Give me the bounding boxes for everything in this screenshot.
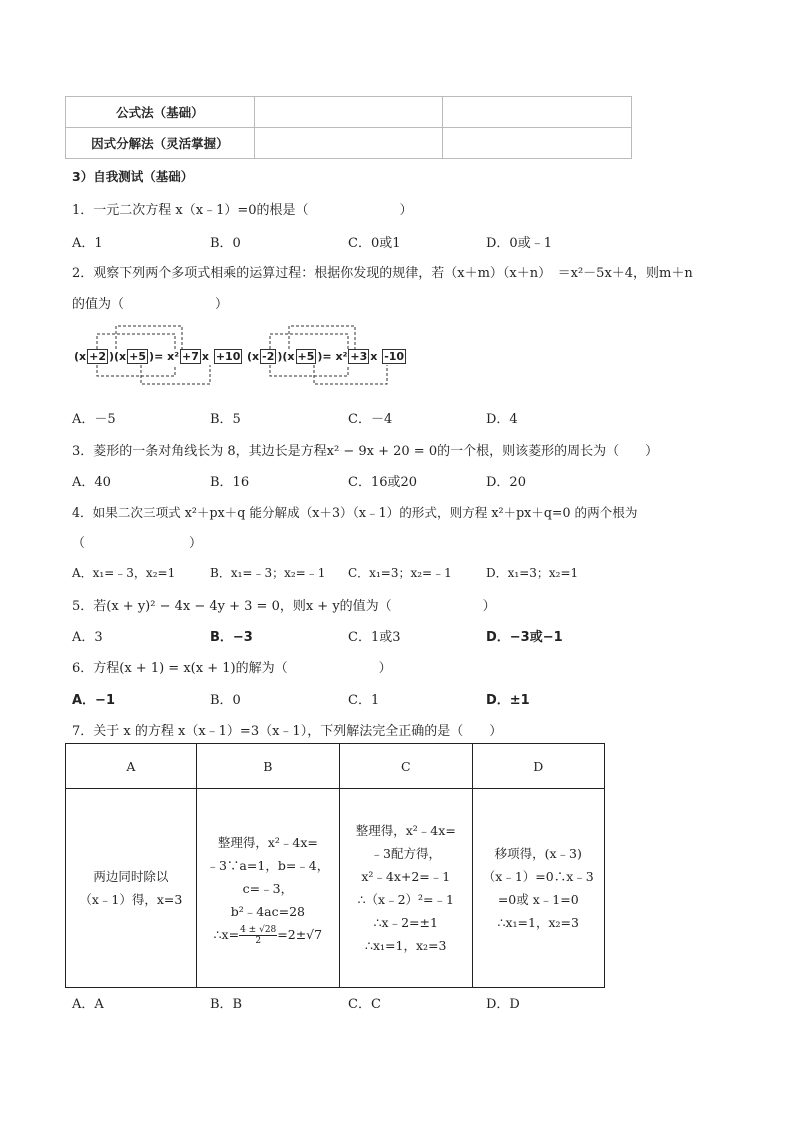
method-formula-label: 公式法（基础） [66,97,255,128]
cell-line: 两边同时除以 [93,869,169,884]
q7-option-b[interactable]: B．B [210,997,243,1012]
q5-option-c[interactable]: C．1或3 [348,630,401,645]
q5-option-d[interactable]: D．−3或−1 [486,630,563,645]
cell-line: ﹣3∵a=1，b=﹣4， [206,857,330,873]
q7-solutions-table [65,743,605,988]
fraction-result: =2±√7 [277,926,323,942]
fraction [239,925,277,946]
header-cell-d: D [472,744,605,789]
q4-option-d[interactable]: D．x₁=3；x₂=1 [486,566,579,580]
coefficient-box: +3 [350,350,368,363]
q4-option-b[interactable]: B．x₁=﹣3；x₂=﹣1 [210,566,326,580]
cell-line: ∴（x﹣2）²=﹣1 [357,892,454,907]
header-cell-a: A [66,744,197,789]
q3-option-c[interactable]: C．16或20 [348,475,418,490]
cell-line: 整理得，x²﹣4x= [217,834,318,850]
q5-option-b[interactable]: B．−3 [210,630,253,645]
q3-stem: 3．菱形的一条对角线长为 8，其边长是方程x² − 9x + 20 = 0的一个根，则该菱形的周长为（ ） [72,444,659,459]
q5-option-a[interactable]: A．3 [72,630,103,645]
solution-cell-a [66,789,197,988]
header-cell-c: C [340,744,472,789]
cell-line: =0或 x﹣1=0 [497,892,579,907]
q5-stem: 5．若(x + y)² − 4x − 4y + 3 = 0，则x + y的值为（ ） [72,599,496,614]
q7-option-a[interactable]: A．A [72,997,104,1012]
q7-stem: 7．关于 x 的方程 x（x﹣1）=3（x﹣1），下列解法完全正确的是（ ） [72,724,503,739]
q2-option-b[interactable]: B．5 [210,412,241,427]
q2-diagram-2 [245,322,405,392]
q7-option-d[interactable]: D．D [486,997,520,1012]
q1-stem: 1．一元二次方程 x（x﹣1）=0的根是（ ） [72,203,413,218]
table-row [66,97,632,128]
solution-cell-d [472,789,605,988]
diagram-result: = x² [322,350,348,363]
table-row [66,128,632,159]
fraction-prefix: ∴x= [213,926,240,942]
constant-box: +10 [215,350,241,363]
cell-line: c=﹣3， [242,880,294,896]
q4-stem-line1: 4．如果二次三项式 x²＋px＋q 能分解成（x＋3）（x﹣1）的形式，则方程 x²＋px＋q=0 的两个根为 [72,505,638,520]
factor-box: -2 [262,350,275,363]
cell-line: b²﹣4ac=28 [230,903,306,919]
solution-cell-b [196,789,339,988]
q7-option-c[interactable]: C．C [348,997,381,1012]
table-cell [254,128,443,159]
cell-line: ∴x₁=1，x₂=3 [497,915,579,930]
q1-option-b[interactable]: B．0 [210,236,241,251]
diagram-expression: (x -2 )(x +5 )= x² +3 x -10 [247,350,405,363]
cell-line-fraction [198,923,338,946]
factor-box: +5 [129,350,147,363]
q3-option-d[interactable]: D．20 [486,475,526,490]
method-factor-label: 因式分解法（灵活掌握） [66,128,255,159]
q1-option-a[interactable]: A．1 [72,236,103,251]
table-row [66,789,605,988]
cell-line: ﹣3配方得， [370,846,441,861]
fraction-denominator: 2 [255,935,262,946]
fraction-numerator: 4 ± √28 [240,924,277,935]
q6-stem: 6．方程(x + 1) = x(x + 1)的解为（ ） [72,661,392,676]
header-cell-b: B [196,744,339,789]
q2-stem-line2: 的值为（ ） [72,297,229,312]
table-header-row [66,744,605,789]
cell-line: （x﹣1）得，x=3 [79,892,183,907]
q4-option-c[interactable]: C．x₁=3；x₂=﹣1 [348,566,452,580]
table-cell [254,97,443,128]
q1-option-d[interactable]: D．0或﹣1 [486,236,552,251]
q1-option-c[interactable]: C．0或1 [348,236,401,251]
q4-option-a[interactable]: A．x₁=﹣3，x₂=1 [72,566,176,580]
q4-stem-line2: （ ） [72,536,203,551]
table-cell [443,128,632,159]
q3-option-a[interactable]: A．40 [72,475,111,490]
q6-option-d[interactable]: D．±1 [486,693,530,708]
q6-option-a[interactable]: A．−1 [72,693,115,708]
q2-option-d[interactable]: D．4 [486,412,518,427]
q6-option-c[interactable]: C．1 [348,693,380,708]
diagram-expression: (x +2 )(x +5 )= x² +7 x +10 [74,350,241,363]
factor-box: +2 [89,350,106,363]
coefficient-box: +7 [182,350,199,363]
table-cell [443,97,632,128]
section-title: 3）自我测试（基础） [72,169,194,184]
cell-line: （x﹣1）=0∴x﹣3 [482,869,594,884]
cell-line: ∴x₁=1，x₂=3 [365,938,447,953]
q2-option-c[interactable]: C．－4 [348,412,393,427]
q6-option-b[interactable]: B．0 [210,693,241,708]
q2-stem-line1: 2．观察下列两个多项式相乘的运算过程：根据你发现的规律，若（x＋m）（x＋n） ＝x²－5x＋4，则m＋n [72,266,693,281]
diagram-result: = x² [154,350,180,363]
cell-line: 整理得，x²﹣4x= [355,823,456,838]
factor-box: +5 [297,350,315,363]
q3-option-b[interactable]: B．16 [210,475,250,490]
cell-line: 移项得，(x﹣3) [494,846,582,861]
cell-line: ∴x﹣2=±1 [373,915,438,930]
cell-line: x²﹣4x+2=﹣1 [361,869,451,884]
constant-box: -10 [384,350,405,363]
methods-table [65,96,632,159]
solution-cell-c [340,789,472,988]
q2-option-a[interactable]: A．－5 [72,412,116,427]
q2-diagram-1 [72,322,241,392]
